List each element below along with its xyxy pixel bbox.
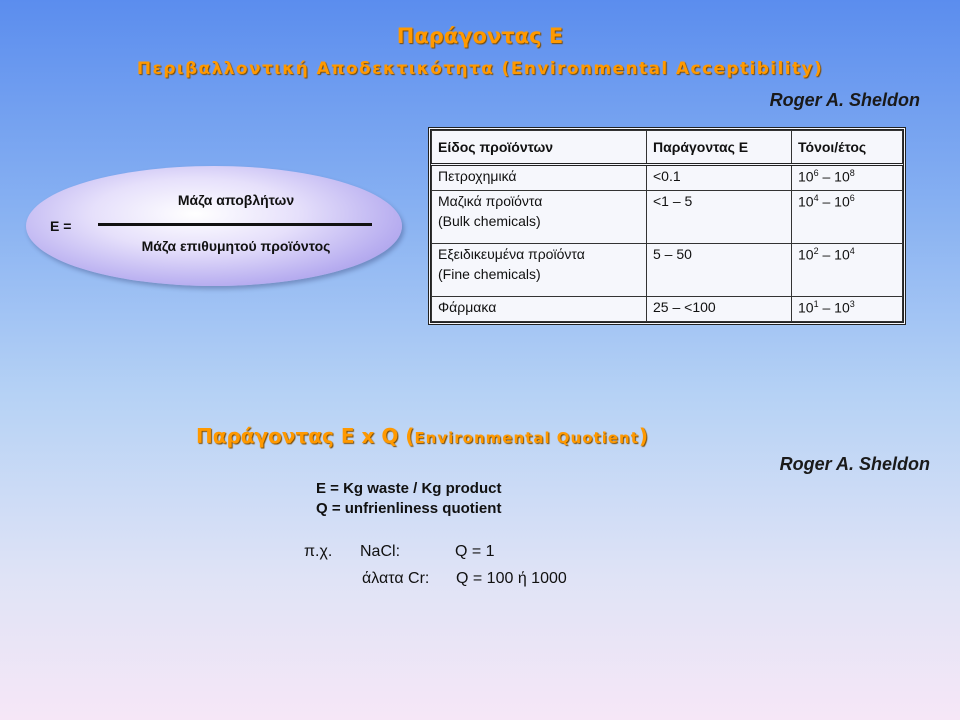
example-cr-label: άλατα Cr: <box>362 570 430 587</box>
table-row <box>432 165 903 191</box>
example-prefix: π.χ. <box>304 543 333 560</box>
page-subtitle: Περιβαλλοντική Αποδεκτικότητα (Environmental Acceptibility) <box>136 59 824 79</box>
table-header-product: Είδος προϊόντων <box>432 131 647 165</box>
formula-lhs: Ε = <box>50 218 72 234</box>
formula-ellipse <box>26 166 402 286</box>
table-row <box>432 244 903 297</box>
section2-title-paren: Environmental Quotient <box>414 429 639 447</box>
cell-product: Εξειδικευμένα προϊόντα (Fine chemicals) <box>432 244 647 297</box>
section2-author: Roger A. Sheldon <box>779 454 930 474</box>
example-cr-value: Q = 100 ή 1000 <box>456 570 567 587</box>
example-nacl-label: NaCl: <box>360 543 401 560</box>
cell-product: Μαζικά προϊόντα (Bulk chemicals) <box>432 191 647 244</box>
cell-efactor: <0.1 <box>647 165 792 191</box>
author-name: Roger A. Sheldon <box>769 90 920 110</box>
fraction-bar <box>98 223 372 226</box>
example-nacl-value: Q = 1 <box>455 543 495 560</box>
cell-efactor: <1 – 5 <box>647 191 792 244</box>
cell-product: Φάρμακα <box>432 297 647 322</box>
cell-efactor: 25 – <100 <box>647 297 792 322</box>
page-title: Παράγοντας Ε <box>396 24 564 48</box>
cell-efactor: 5 – 50 <box>647 244 792 297</box>
cell-tons: $10^4 - 10^6$ <box>792 191 903 244</box>
efactor-table <box>428 127 906 325</box>
definition-e: E = Kg waste / Kg product <box>316 480 502 497</box>
table-row <box>432 191 903 244</box>
cell-product: Πετροχημικά <box>432 165 647 191</box>
formula-numerator: Μάζα αποβλήτων <box>177 192 295 208</box>
section2-title: Παράγοντας Ε x Q (Environmental Quotient) <box>196 424 649 448</box>
table-row <box>432 297 903 322</box>
table-header-efactor: Παράγοντας Ε <box>647 131 792 165</box>
cell-tons: $10^2 - 10^4$ <box>792 244 903 297</box>
cell-tons: $10^6 - 10^8$ <box>792 165 903 191</box>
formula-denominator: Μάζα επιθυμητού προϊόντος <box>141 238 331 254</box>
table-header-tons: Τόνοι/έτος <box>792 131 903 165</box>
definition-q: Q = unfrienliness quotient <box>316 500 502 517</box>
table-header-row <box>432 131 903 165</box>
cell-tons: $10^1 - 10^3$ <box>792 297 903 322</box>
